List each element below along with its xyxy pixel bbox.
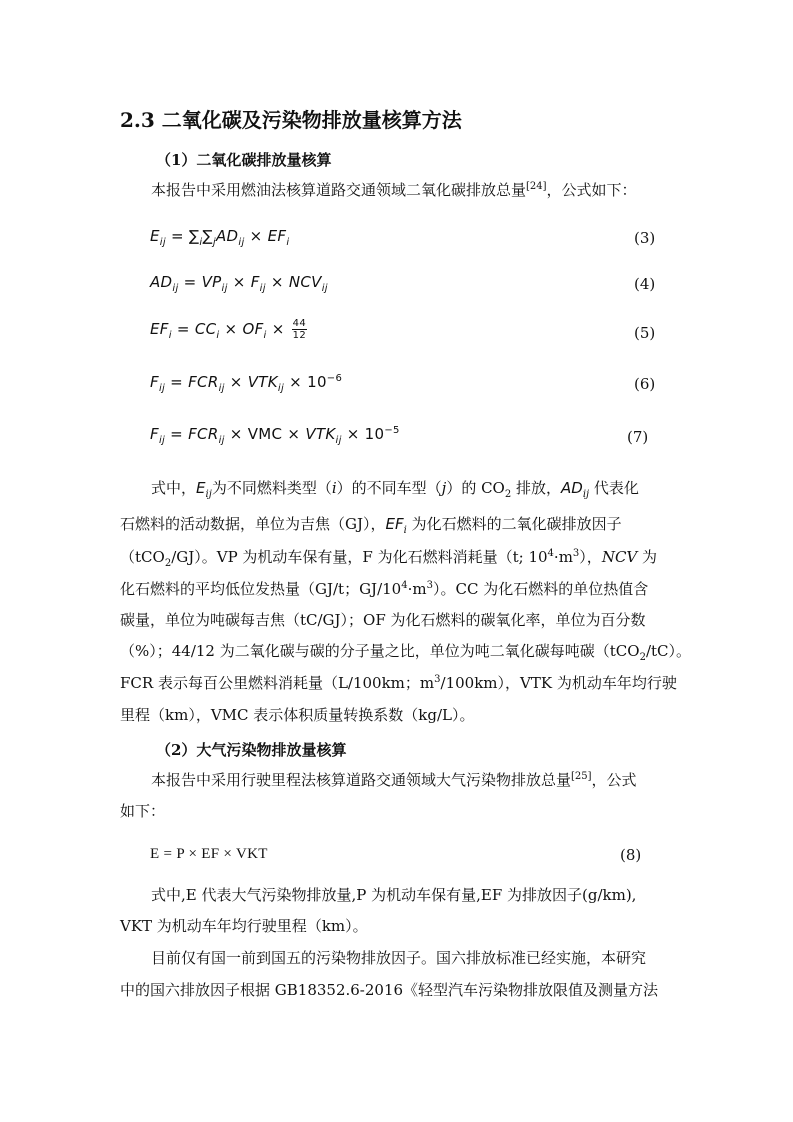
para1-line1: 式中，$E_{ij}$为不同燃料类型（i）的不同车型（j）的 $CO_2$ 排放，$AD_{ij}$ 代表化 bbox=[151, 479, 639, 500]
intro-co2-tail: ，公式如下： bbox=[546, 181, 637, 199]
intro-co2 bbox=[151, 180, 637, 200]
equation-number-4: (4) bbox=[634, 275, 656, 293]
equation-3: $E_{ij} = \sum_i\sum_jAD_{ij} \times EF_i$ bbox=[150, 227, 290, 248]
equation-number-3: (3) bbox=[634, 229, 656, 247]
intro-co2-text: 本报告中采用燃油法核算道路交通领域二氧化碳排放总量 bbox=[151, 181, 527, 199]
para3-line2: 中的国六排放因子根据 GB18352.6-2016《轻型汽车污染物排放限值及测量方法 bbox=[120, 981, 659, 999]
equation-number-6: (6) bbox=[634, 375, 656, 393]
section-heading: 2.3 二氧化碳及污染物排放量核算方法 bbox=[120, 108, 462, 132]
para2-line2: VKT 为机动车年均行驶里程（km）。 bbox=[120, 917, 368, 935]
para1-line7: FCR 表示每百公里燃料消耗量（L/100km；$m^3/100km$），VTK 为机动车年均行驶 bbox=[120, 674, 677, 692]
equation-8: E = P × EF × VKT bbox=[150, 846, 268, 862]
equation-number-8: (8) bbox=[620, 846, 642, 864]
intro-pollutants: 本报告中采用行驶里程法核算道路交通领域大气污染物排放总量[25]，公式 bbox=[151, 771, 637, 789]
para1-line3: （tCO$_2$/GJ）。VP 为机动车保有量，F 为化石燃料消耗量（t; $10^4\cdot m^3$），NCV 为 bbox=[120, 548, 658, 569]
citation-ref: [25] bbox=[571, 771, 592, 782]
equation-number-5: (5) bbox=[634, 324, 656, 342]
intro-pollutants-line2: 如下： bbox=[120, 802, 166, 820]
subsection-heading-co2: （1）二氧化碳排放量核算 bbox=[156, 151, 332, 169]
equation-4: $AD_{ij} = VP_{ij} \times F_{ij} \times NCV_{ij}$ bbox=[150, 273, 328, 294]
para1-line4: 化石燃料的平均低位发热量（GJ/t；$GJ/10^4\cdot m^3$）。CC 为化石燃料的单位热值含 bbox=[120, 580, 649, 598]
equation-6: $F_{ij} = FCR_{ij} \times VTK_{ij} \times 10^{-6}$ bbox=[150, 373, 343, 394]
para1-line6: （%）；44/12 为二氧化碳与碳的分子量之比，单位为吨二氧化碳每吨碳（tCO$_2$/tC）。 bbox=[120, 642, 691, 663]
equation-5: $EF_i = CC_i \times OF_i$ × $\frac{44}{12}$ bbox=[150, 318, 306, 341]
para2-line1: 式中,E 代表大气污染物排放量,P 为机动车保有量,EF 为排放因子(g/km), bbox=[151, 886, 637, 904]
fraction-44-12: $\frac{44}{12}$ bbox=[292, 318, 306, 341]
para1-line2: 石燃料的活动数据，单位为吉焦（GJ），$EF_i$ 为化石燃料的二氧化碳排放因子 bbox=[120, 515, 622, 536]
equation-number-7: (7) bbox=[627, 428, 649, 446]
citation-ref: [24] bbox=[526, 181, 547, 192]
equation-7: $F_{ij} = FCR_{ij}$ × VMC × $VTK_{ij} \times 10^{-5}$ bbox=[150, 425, 400, 446]
subsection-heading-pollutants: （2）大气污染物排放量核算 bbox=[156, 741, 347, 759]
para3-line1: 目前仅有国一前到国五的污染物排放因子。国六排放标准已经实施，本研究 bbox=[151, 949, 647, 967]
para1-line5: 碳量，单位为吨碳每吉焦（tC/GJ）；OF 为化石燃料的碳氧化率，单位为百分数 bbox=[120, 611, 646, 629]
para1-line8: 里程（km），VMC 表示体积质量转换系数（kg/L）。 bbox=[120, 706, 475, 724]
